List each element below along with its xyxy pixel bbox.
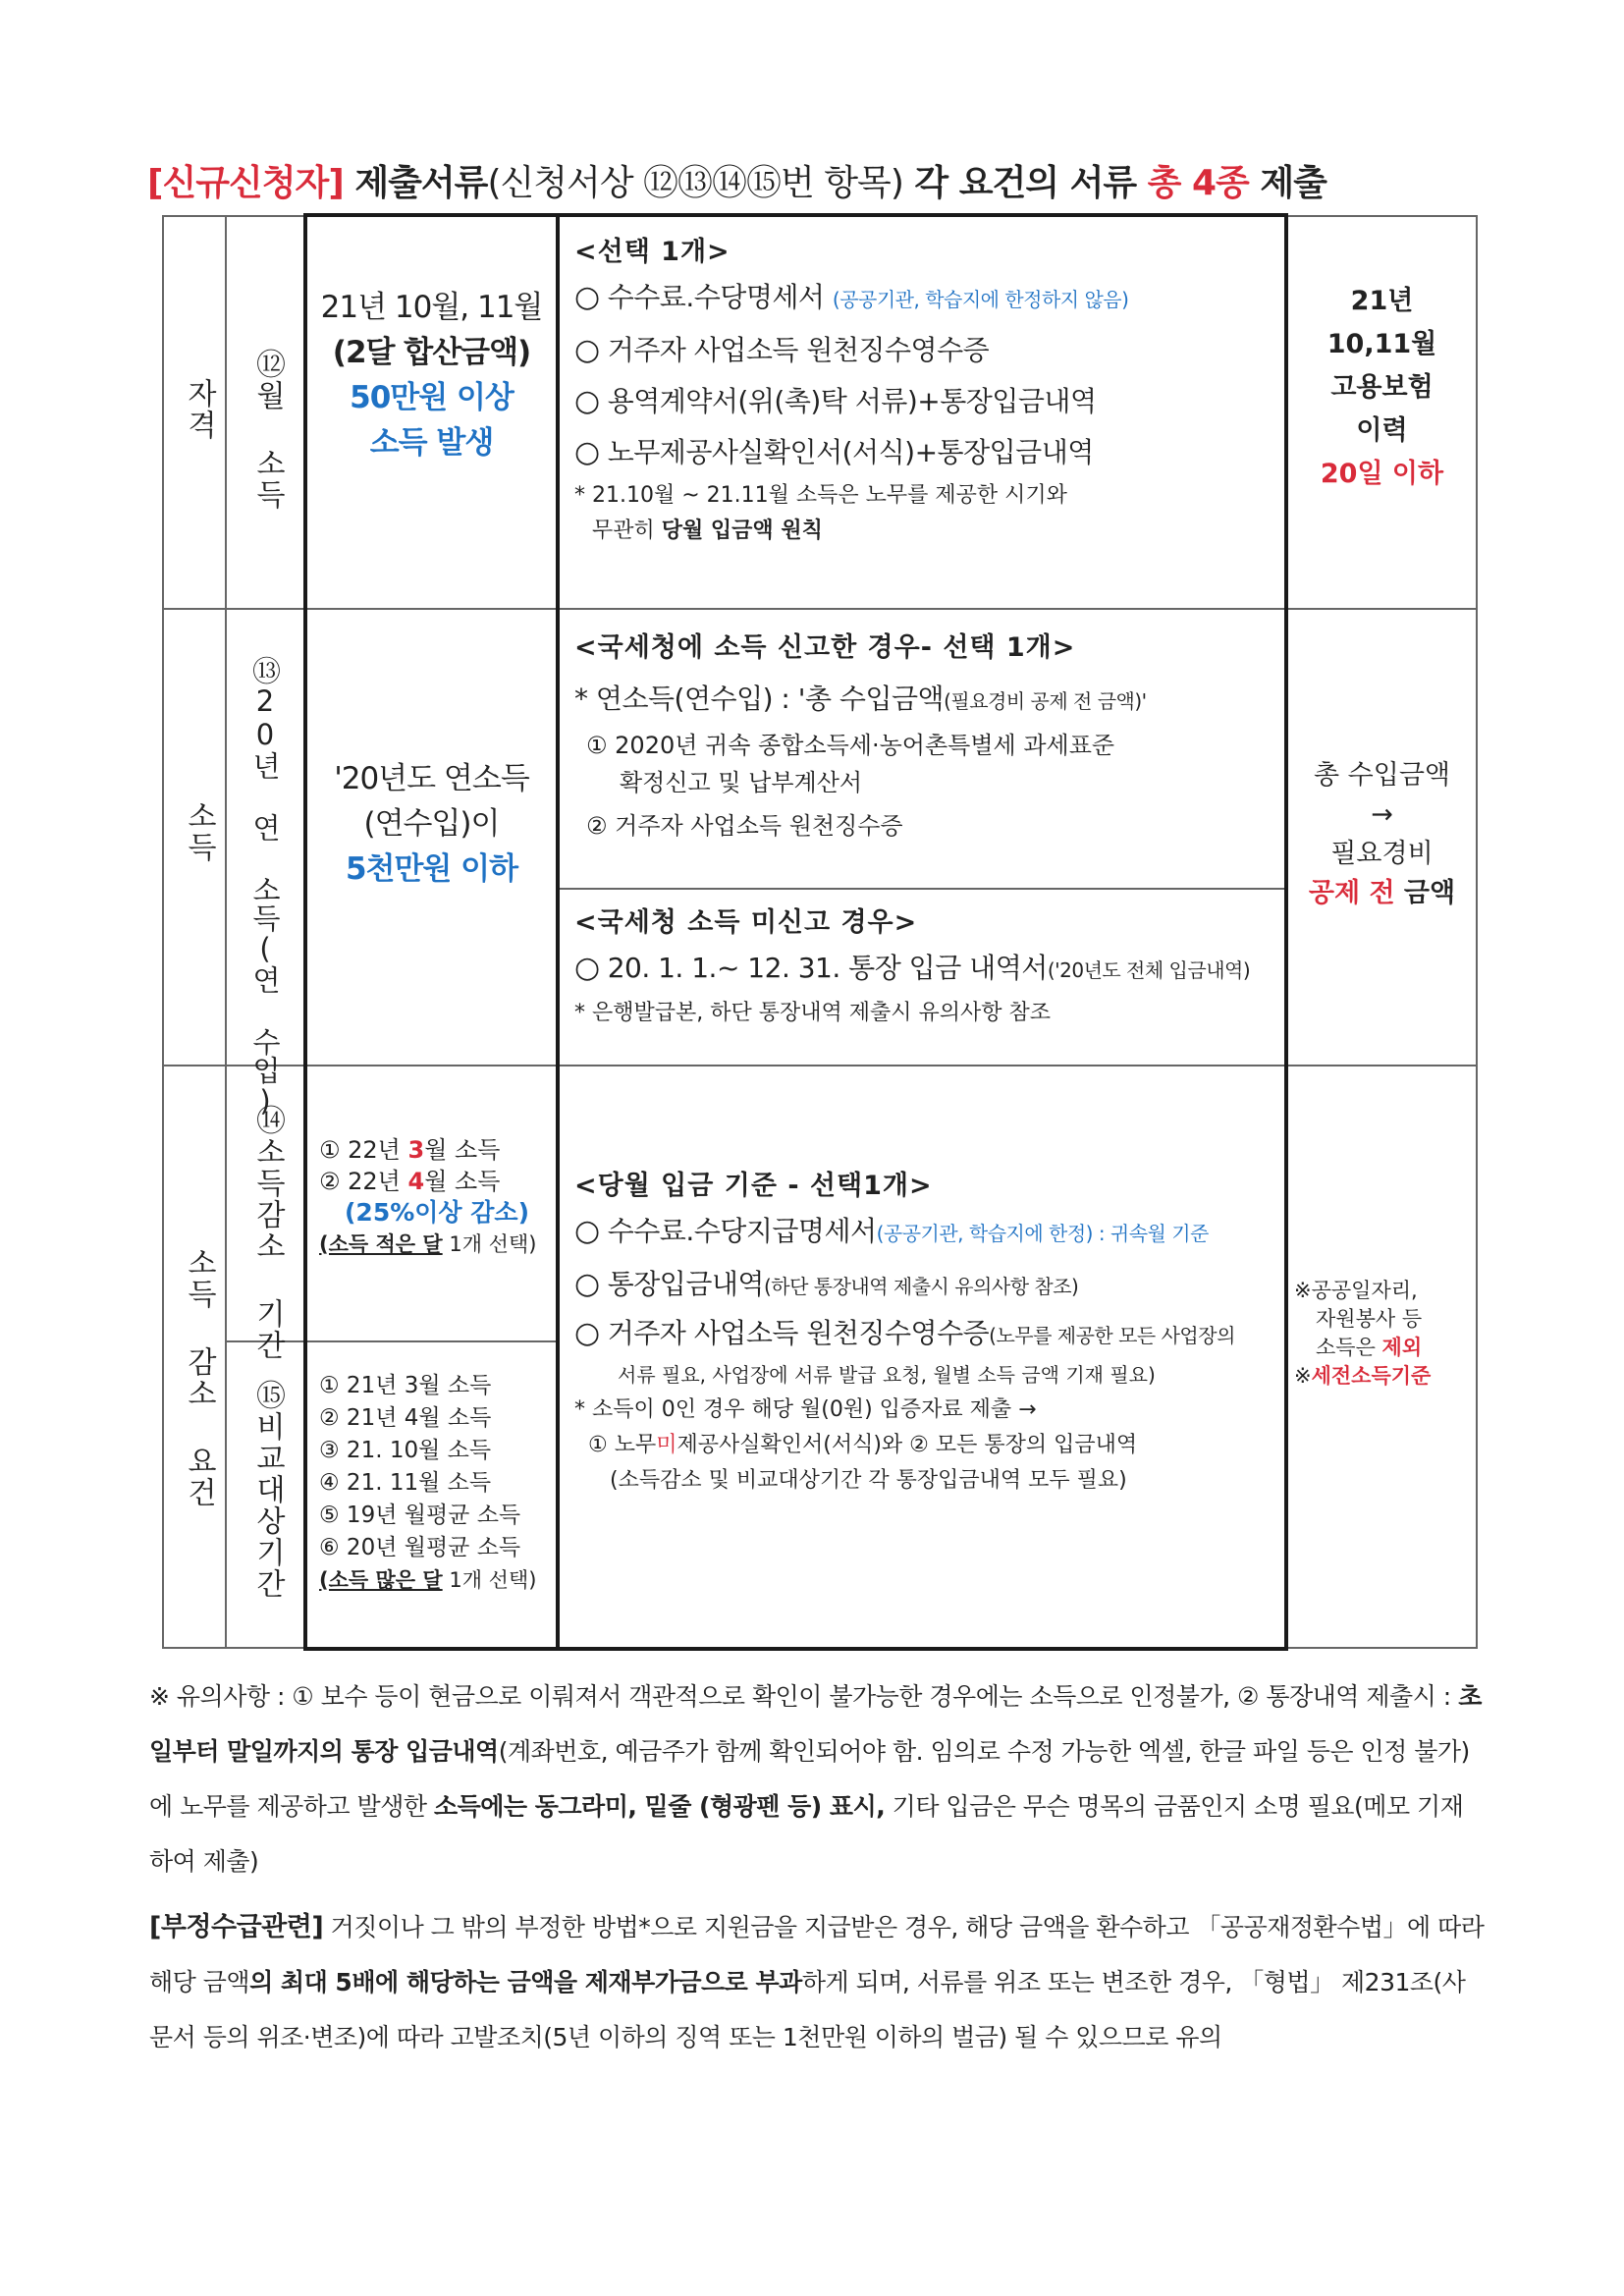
thick-box-mid (556, 213, 560, 1651)
circle-bullet-icon: ○ (574, 1316, 600, 1350)
row1-docs (574, 233, 1281, 549)
table-border-right (1476, 215, 1478, 1649)
doc-option: ○ 수수료.수당명세서 (공공기관, 학습지에 한정하지 않음) (574, 280, 1129, 314)
title-tag: [신규신청자] (147, 163, 344, 203)
row-divider-1 (162, 608, 1478, 610)
doc-option: ○ 통장입금내역(하단 통장내역 제출시 유의사항 참조) (574, 1267, 1079, 1301)
circle-bullet-icon: ○ (574, 280, 600, 314)
title-end: 제출 (1248, 163, 1326, 203)
page-title (147, 155, 1326, 205)
criteria-highlight: 소득 발생 (369, 425, 494, 461)
row3-item15: ⑮비교대상기간 (250, 1380, 285, 1600)
doc-option: ○ 20. 1. 1.~ 12. 31. 통장 입금 내역서('20년도 전체 입금내역) (574, 951, 1251, 985)
table-border-left (162, 215, 164, 1649)
row2-docs-divider (558, 888, 1286, 890)
docs-header: <선택 1개> (574, 237, 731, 267)
row3-criteria14: ① 22년 3월 소득 ② 22년 4월 소득 (25%이상 감소) (소득 적은 달 1개 선택) (319, 1136, 537, 1256)
criteria-line: 21년 10월, 11월 (320, 290, 543, 325)
docs-header: <국세청에 소득 신고한 경우- 선택 1개> (574, 632, 1076, 663)
circle-bullet-icon: ○ (574, 951, 600, 985)
row-divider-2 (162, 1065, 1478, 1066)
docs-header: <당월 입금 기준 - 선택1개> (574, 1171, 933, 1201)
fraud-note: [부정수급관련] 거짓이나 그 밖의 부정한 방법*으로 지원금을 지급받은 경우, 해당 금액을 환수하고 「공공재정환수법」에 따라 해당 금액의 최대 5배에 해당하는 금액을 제재부가금으로 부과하게 되며, 서류를 위조 또는 변조한 경우, 「형법」 제231조(사문서 등의 위조·변조)에 따라 고발조치(5년 이하의 징역 또는 1천만원 이하의 벌금) 될 수 있으므로 유의 (149, 1912, 1485, 2051)
doc-option: ○ 수수료.수당지급명세서(공공기관, 학습지에 한정) : 귀속월 기준 (574, 1214, 1209, 1248)
docs-header: <국세청 소득 미신고 경우> (574, 907, 918, 938)
row1-category: 자격 (182, 378, 216, 441)
col-divider-1 (225, 215, 227, 1649)
circle-bullet-icon: ○ (574, 384, 600, 418)
caution-note: ※ 유의사항 : ① 보수 등이 현금으로 이뤄져서 객관적으로 확인이 불가능한 경우에는 소득으로 인정불가, ② 통장내역 제출시 : 초일부터 말일까지의 통장 입금내역(계좌번호, 예금주가 함께 확인되어야 함. 임의로 수정 가능한 엑셀, 한글 파일 등은 인정 불가)에 노무를 제공하고 발생한 소득에는 동그라미, 밑줄 (형광펜 등) 표시, 기타 입금은 무슨 명목의 금품인지 소명 필요(메모 기재하여 제출) (149, 1682, 1482, 1876)
row3-category: 소득 감소 요건 (182, 1247, 216, 1508)
title-mid: 각 요건의 서류 (902, 163, 1148, 203)
circle-bullet-icon: ○ (574, 1267, 600, 1301)
row3-criteria-divider (304, 1340, 558, 1342)
row2-docs-unreported (574, 903, 1281, 1031)
criteria-highlight: 5천만원 이하 (345, 851, 518, 887)
docs-footnote: (소득감소 및 비교대상기간 각 통장입금내역 모두 필요) (610, 1468, 1127, 1493)
title-main: 제출서류 (354, 163, 488, 203)
row1-item: ⑫월 소득 (250, 349, 285, 511)
row2-category: 소득 (182, 800, 216, 863)
criteria-line: (2달 합산금액) (332, 335, 531, 370)
title-paren: (신청서상 ⑫⑬⑭⑮번 항목) (487, 163, 903, 203)
row2-remark: 총 수입금액 → 필요경비 공제 전 금액 (1308, 760, 1456, 908)
thick-box-bottom (303, 1647, 1288, 1651)
docs-footnote: * 21.10월 ~ 21.11월 소득은 노무를 제공한 시기와 (574, 483, 1067, 508)
row3-docs: <당월 입금 기준 - 선택1개> ○ 수수료.수당지급명세서(공공기관, 학습지에 한정) : 귀속월 기준 ○ 통장입금내역(하단 통장내역 제출시 유의사항 참조) ○ 거주자 사업소득 원천징수영수증(노무를 제공한 모든 사업장의 서류 필요, 사업장에 서류 발급 요청, 월별 소득 금액 기재 필요) * 소득이 0인 경우 해당 월(0원) 입증자료 제출 → ① 노무미제공사실확인서(서식)와 ② 모든 통장의 입금내역 (소득감소 및 비교대상기간 각 통장입금내역 모두 필요) (574, 1167, 1281, 1499)
row2-docs-reported: <국세청에 소득 신고한 경우- 선택 1개> * 연소득(연수입) : '총 수입금액(필요경비 공제 전 금액)' ① 2020년 귀속 종합소득세·농어촌특별세 과세표준 확정신고 및 납부계산서 ② 거주자 사업소득 원천징수증 (574, 629, 1281, 850)
row2-item: ⑬20년 연 소득(연 수입) (248, 656, 282, 1118)
circle-bullet-icon: ○ (574, 1214, 600, 1248)
doc-option: ○ 노무제공사실확인서(서식)+통장입금내역 (574, 435, 1094, 469)
circle-bullet-icon: ○ (574, 333, 600, 367)
doc-option: ○ 용역계약서(위(촉)탁 서류)+통장입금내역 (574, 384, 1097, 418)
arrow-right-icon: → (1371, 799, 1393, 830)
docs-footnote: * 소득이 0인 경우 해당 월(0원) 입증자료 제출 → (574, 1397, 1037, 1422)
row3-criteria15: ① 21년 3월 소득 ② 21년 4월 소득 ③ 21. 10월 소득 ④ 21. 11월 소득 ⑤ 19년 월평균 소득 ⑥ 20년 월평균 소득 (소득 많은 달 1개 선택) (319, 1373, 537, 1592)
row1-remark: 21년 10,11월 고용보험 이력 20일 이하 (1320, 286, 1444, 489)
row2-criteria: '20년도 연소득 (연수입)이 5천만원 이하 (307, 756, 556, 892)
doc-option: ① 2020년 귀속 종합소득세·농어촌특별세 과세표준 (586, 732, 1115, 759)
docs-footnote: * 은행발급본, 하단 통장내역 제출시 유의사항 참조 (574, 1001, 1051, 1025)
criteria-highlight: 50만원 이상 (350, 380, 514, 415)
doc-option: ② 거주자 사업소득 원천징수증 (586, 812, 903, 840)
row3-item14: ⑭소득감소 기간 (250, 1105, 285, 1361)
docs-footnote: ① 노무미제공사실확인서(서식)와 ② 모든 통장의 입금내역 (588, 1433, 1138, 1457)
circle-bullet-icon: ○ (574, 435, 600, 469)
row3-remark: ※공공일자리, 자원봉사 등 소득은 제외 ※세전소득기준 (1294, 1279, 1432, 1388)
doc-option: ○ 거주자 사업소득 원천징수영수증 (574, 333, 990, 367)
row1-criteria (307, 285, 556, 465)
title-highlight: 총 4종 (1147, 163, 1249, 203)
doc-option: ○ 거주자 사업소득 원천징수영수증(노무를 제공한 모든 사업장의 (574, 1316, 1235, 1350)
thick-box-top (303, 213, 1288, 217)
docs-footnote: 무관히 당월 입금액 원칙 (592, 519, 823, 543)
